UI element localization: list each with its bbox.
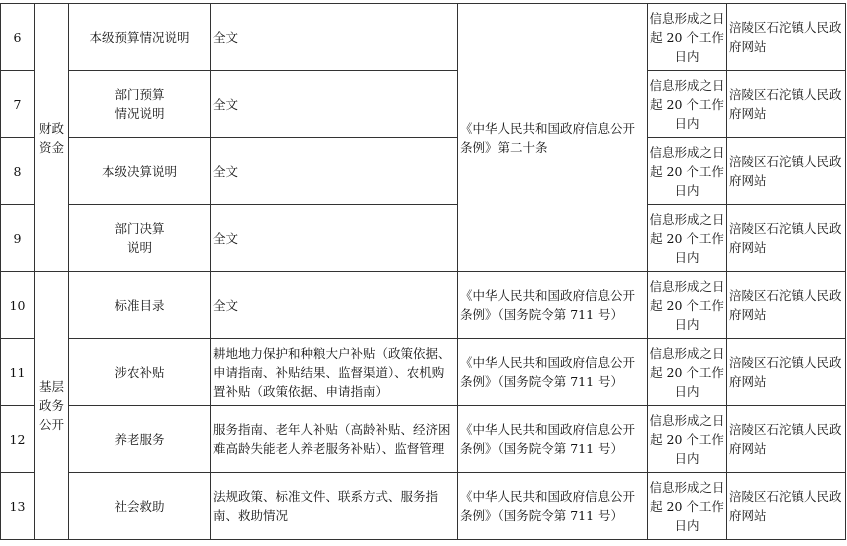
table-row (1, 473, 846, 540)
table-row (1, 272, 846, 339)
item-name: 标准目录 (69, 272, 211, 339)
content-scope: 全文 (211, 205, 458, 272)
legal-basis: 《中华人民共和国政府信息公开条例》（国务院令第 711 号） (458, 406, 648, 473)
disclosure-channel: 涪陵区石沱镇人民政府网站 (727, 406, 846, 473)
disclosure-channel: 涪陵区石沱镇人民政府网站 (727, 4, 846, 71)
row-number: 12 (1, 406, 35, 473)
row-number: 6 (1, 4, 35, 71)
legal-basis: 《中华人民共和国政府信息公开条例》（国务院令第 711 号） (458, 339, 648, 406)
legal-basis-shared: 《中华人民共和国政府信息公开条例》第二十条 (458, 4, 648, 272)
time-limit: 信息形成之日起 20 个工作日内 (648, 138, 727, 205)
item-name: 本级决算说明 (69, 138, 211, 205)
time-limit: 信息形成之日起 20 个工作日内 (648, 205, 727, 272)
row-number: 7 (1, 71, 35, 138)
disclosure-table (0, 3, 846, 540)
table-row (1, 205, 846, 272)
content-scope: 法规政策、标准文件、联系方式、服务指南、救助情况 (211, 473, 458, 540)
category-finance: 财政 资金 (35, 4, 69, 272)
table-row (1, 138, 846, 205)
time-limit: 信息形成之日起 20 个工作日内 (648, 4, 727, 71)
item-name: 涉农补贴 (69, 339, 211, 406)
row-number: 11 (1, 339, 35, 406)
disclosure-channel: 涪陵区石沱镇人民政府网站 (727, 473, 846, 540)
table-row (1, 71, 846, 138)
table-row (1, 4, 846, 71)
content-scope: 全文 (211, 272, 458, 339)
content-scope: 耕地地力保护和种粮大户补贴（政策依据、申请指南、补贴结果、监督渠道）、农机购置补贴（政策依据、申请指南） (211, 339, 458, 406)
content-scope: 全文 (211, 71, 458, 138)
item-name: 养老服务 (69, 406, 211, 473)
legal-basis: 《中华人民共和国政府信息公开条例》（国务院令第 711 号） (458, 473, 648, 540)
time-limit: 信息形成之日起 20 个工作日内 (648, 406, 727, 473)
content-scope: 服务指南、老年人补贴（高龄补贴、经济困难高龄失能老人养老服务补贴）、监督管理 (211, 406, 458, 473)
time-limit: 信息形成之日起 20 个工作日内 (648, 71, 727, 138)
item-name: 社会救助 (69, 473, 211, 540)
content-scope: 全文 (211, 4, 458, 71)
content-scope: 全文 (211, 138, 458, 205)
table-row (1, 406, 846, 473)
legal-basis: 《中华人民共和国政府信息公开条例》（国务院令第 711 号） (458, 272, 648, 339)
item-name: 部门预算 情况说明 (69, 71, 211, 138)
disclosure-channel: 涪陵区石沱镇人民政府网站 (727, 71, 846, 138)
row-number: 13 (1, 473, 35, 540)
table-row (1, 339, 846, 406)
time-limit: 信息形成之日起 20 个工作日内 (648, 272, 727, 339)
time-limit: 信息形成之日起 20 个工作日内 (648, 473, 727, 540)
row-number: 10 (1, 272, 35, 339)
category-grassroots: 基层 政务 公开 (35, 272, 69, 540)
item-name: 本级预算情况说明 (69, 4, 211, 71)
disclosure-channel: 涪陵区石沱镇人民政府网站 (727, 339, 846, 406)
disclosure-channel: 涪陵区石沱镇人民政府网站 (727, 138, 846, 205)
disclosure-channel: 涪陵区石沱镇人民政府网站 (727, 272, 846, 339)
item-name: 部门决算 说明 (69, 205, 211, 272)
row-number: 8 (1, 138, 35, 205)
time-limit: 信息形成之日起 20 个工作日内 (648, 339, 727, 406)
row-number: 9 (1, 205, 35, 272)
disclosure-channel: 涪陵区石沱镇人民政府网站 (727, 205, 846, 272)
